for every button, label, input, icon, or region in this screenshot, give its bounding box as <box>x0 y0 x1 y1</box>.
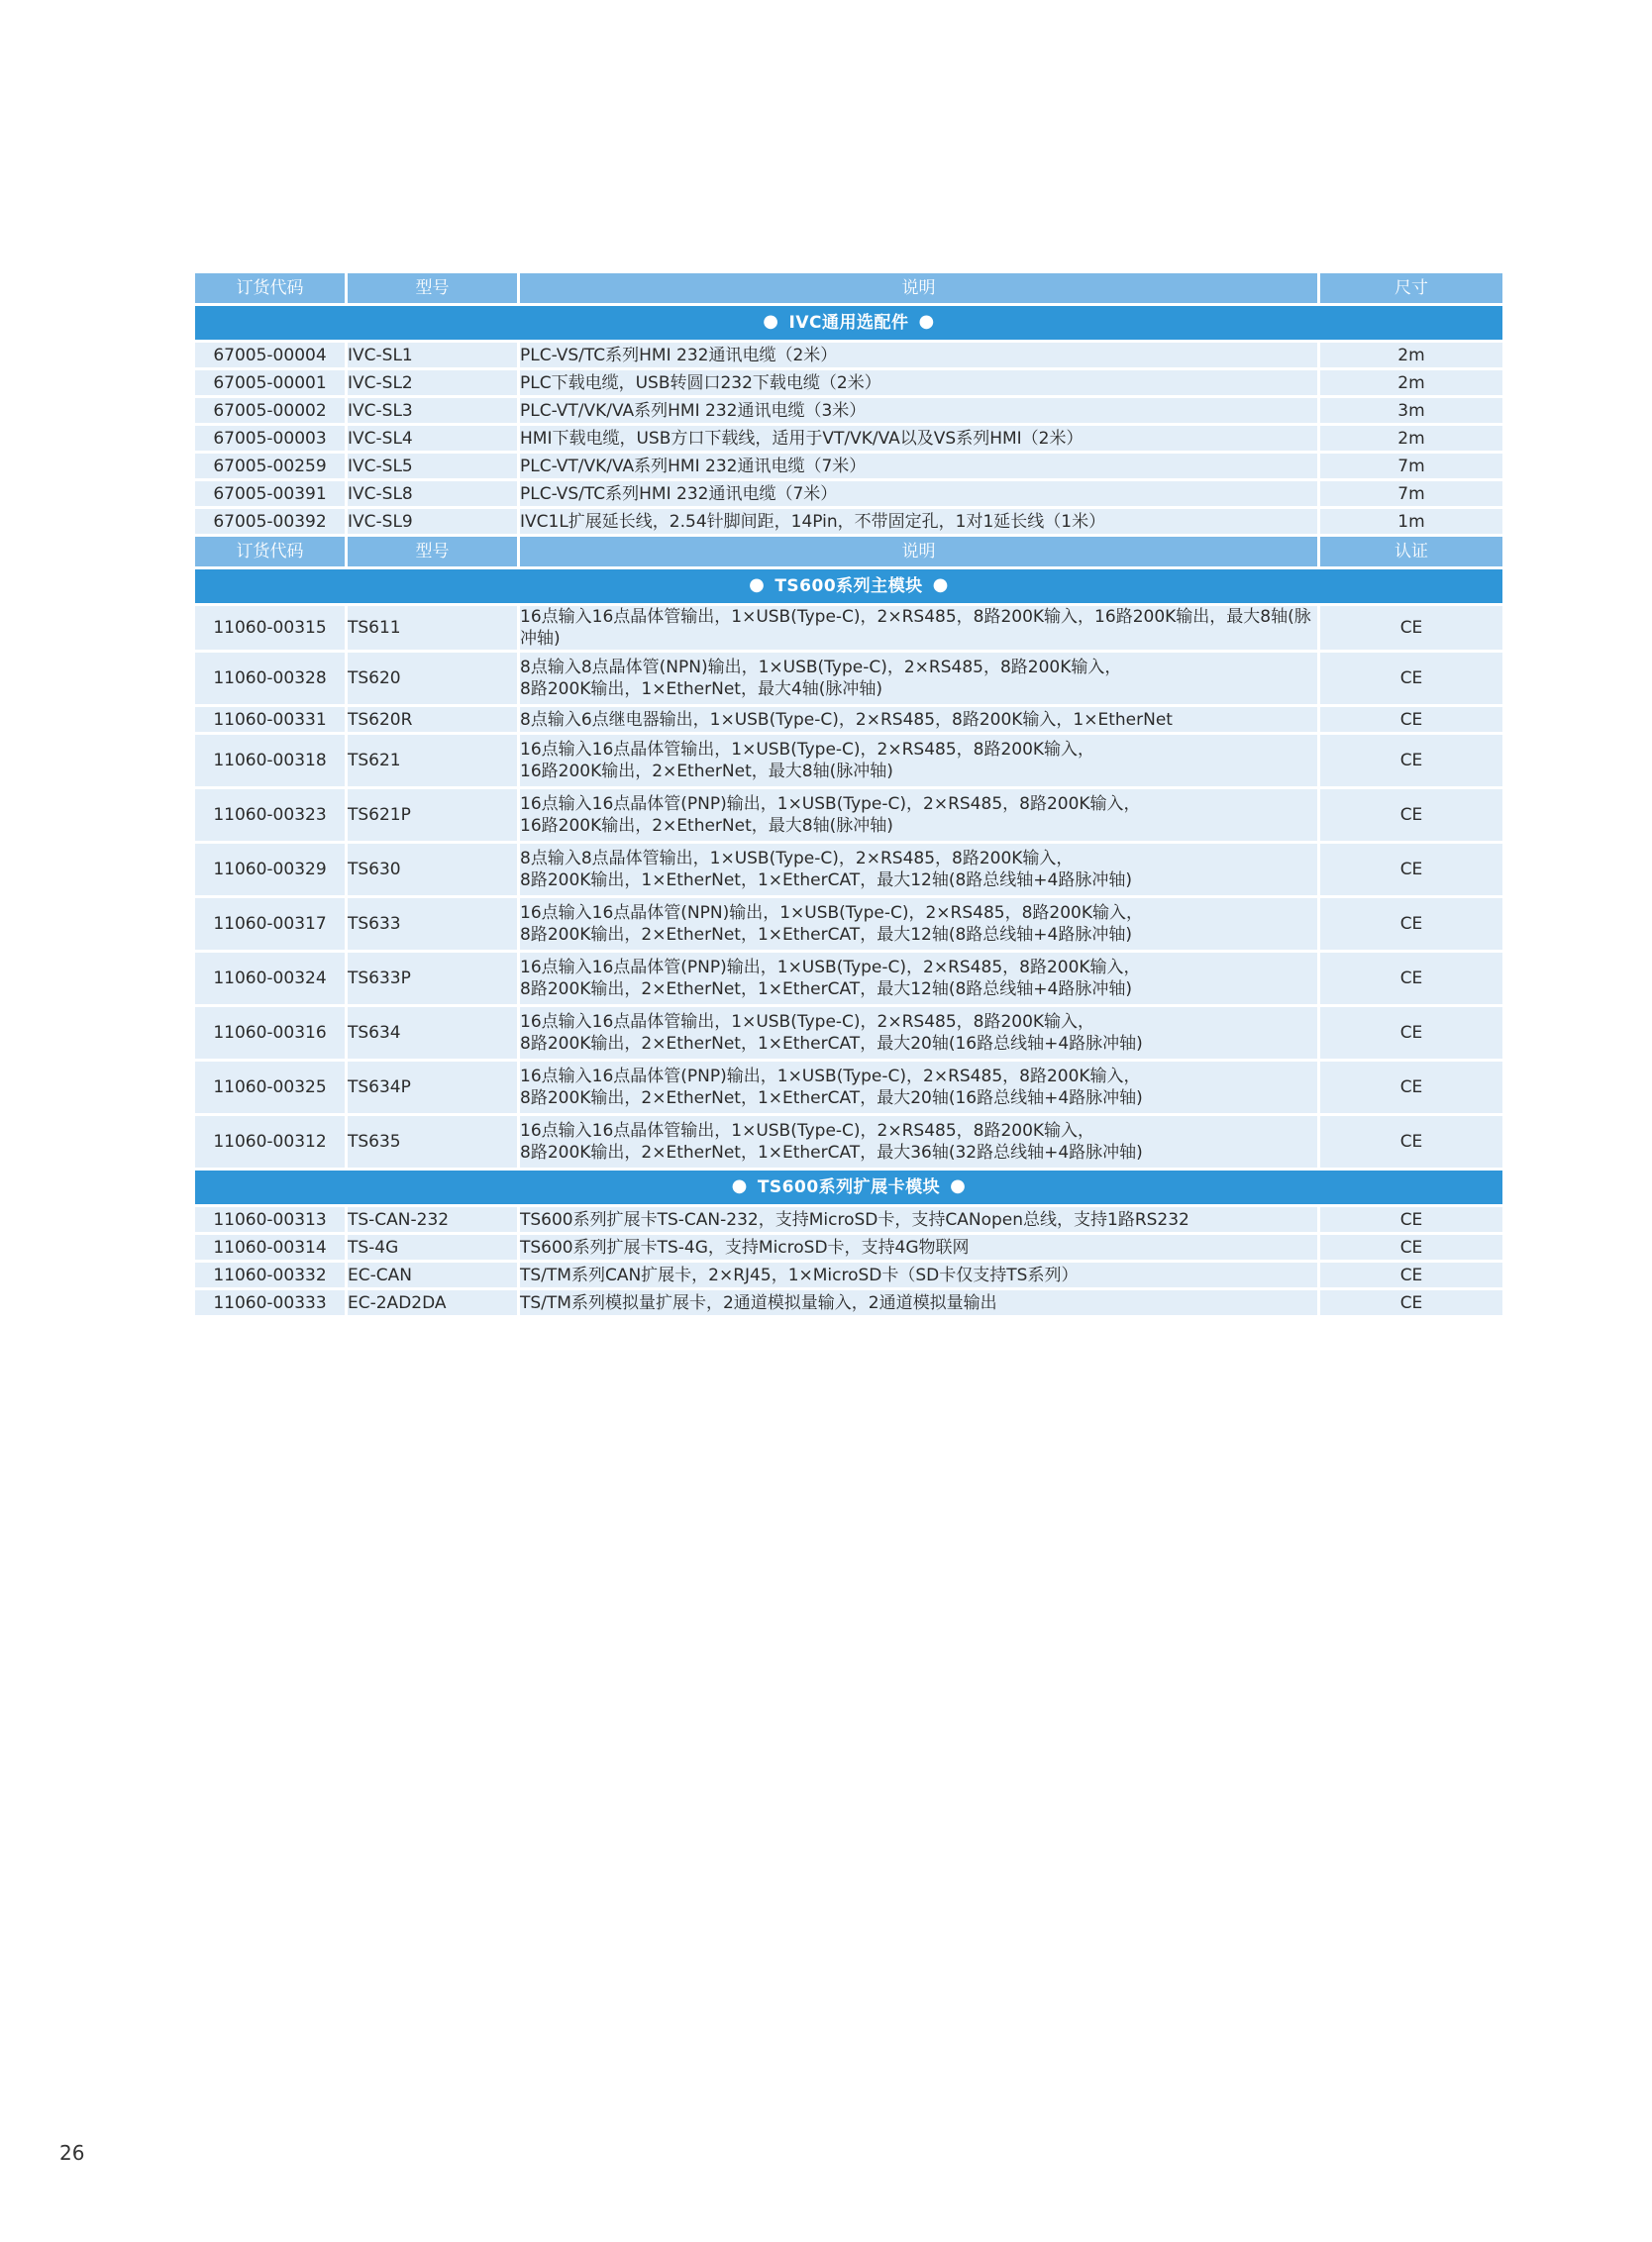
table-row <box>195 1116 1502 1168</box>
model: TS634P <box>348 1062 517 1113</box>
certification: CE <box>1320 653 1502 704</box>
section-title: TS600系列主模块 <box>774 576 923 596</box>
model: IVC-SL8 <box>348 481 517 506</box>
table-row <box>195 1235 1502 1260</box>
model: IVC-SL3 <box>348 398 517 423</box>
certification: CE <box>1320 1007 1502 1059</box>
model: IVC-SL4 <box>348 426 517 451</box>
column-header-row <box>195 537 1502 566</box>
certification: CE <box>1320 1116 1502 1168</box>
description: 8点输入8点晶体管(NPN)输出，1×USB(Type-C)，2×RS485，8路200K输入， 8路200K输出，1×EtherNet，最大4轴(脉冲轴) <box>520 653 1317 704</box>
description: 16点输入16点晶体管输出，1×USB(Type-C)，2×RS485，8路200K输入， 8路200K输出，2×EtherNet，1×EtherCAT，最大36轴(32路总线轴+4路脉冲轴) <box>520 1116 1317 1168</box>
model: TS620 <box>348 653 517 704</box>
order-code: 11060-00315 <box>195 606 345 650</box>
description: 16点输入16点晶体管输出，1×USB(Type-C)，2×RS485，8路200K输入， 16路200K输出，2×EtherNet，最大8轴(脉冲轴) <box>520 735 1317 786</box>
bullet-icon: ● <box>918 311 935 332</box>
model: TS633 <box>348 898 517 950</box>
model: EC-CAN <box>348 1263 517 1287</box>
description: PLC-VT/VK/VA系列HMI 232通讯电缆（3米） <box>520 398 1317 423</box>
size: 7m <box>1320 454 1502 478</box>
order-code: 11060-00318 <box>195 735 345 786</box>
certification: CE <box>1320 735 1502 786</box>
header-certification: 认证 <box>1320 537 1502 566</box>
table-row <box>195 1007 1502 1059</box>
order-code: 11060-00332 <box>195 1263 345 1287</box>
description: 8点输入6点继电器输出，1×USB(Type-C)，2×RS485，8路200K输入，1×EtherNet <box>520 707 1317 732</box>
header-size: 尺寸 <box>1320 273 1502 303</box>
table-row <box>195 1290 1502 1315</box>
description: 16点输入16点晶体管(PNP)输出，1×USB(Type-C)，2×RS485，8路200K输入， 16路200K输出，2×EtherNet，最大8轴(脉冲轴) <box>520 789 1317 841</box>
bullet-icon: ● <box>932 574 949 595</box>
order-code: 11060-00313 <box>195 1207 345 1232</box>
description: 16点输入16点晶体管输出，1×USB(Type-C)，2×RS485，8路200K输入， 8路200K输出，2×EtherNet，1×EtherCAT，最大20轴(16路总线轴+4路脉冲轴) <box>520 1007 1317 1059</box>
certification: CE <box>1320 1235 1502 1260</box>
section-header-ts600-main <box>195 569 1502 603</box>
order-code: 67005-00004 <box>195 343 345 367</box>
bullet-icon: ● <box>950 1175 967 1196</box>
certification: CE <box>1320 953 1502 1004</box>
model: TS621P <box>348 789 517 841</box>
header-model: 型号 <box>348 273 517 303</box>
bullet-icon: ● <box>749 574 766 595</box>
model: TS611 <box>348 606 517 650</box>
description: 8点输入8点晶体管输出，1×USB(Type-C)，2×RS485，8路200K输入， 8路200K输出，1×EtherNet，1×EtherCAT，最大12轴(8路总线轴+4路脉冲轴) <box>520 844 1317 895</box>
column-header-row <box>195 273 1502 303</box>
model: TS-CAN-232 <box>348 1207 517 1232</box>
header-description: 说明 <box>520 273 1317 303</box>
order-code: 67005-00002 <box>195 398 345 423</box>
description: 16点输入16点晶体管(PNP)输出，1×USB(Type-C)，2×RS485，8路200K输入， 8路200K输出，2×EtherNet，1×EtherCAT，最大12轴(8路总线轴+4路脉冲轴) <box>520 953 1317 1004</box>
order-code: 11060-00329 <box>195 844 345 895</box>
description: 16点输入16点晶体管(NPN)输出，1×USB(Type-C)，2×RS485，8路200K输入， 8路200K输出，2×EtherNet，1×EtherCAT，最大12轴(8路总线轴+4路脉冲轴) <box>520 898 1317 950</box>
certification: CE <box>1320 1062 1502 1113</box>
model: IVC-SL5 <box>348 454 517 478</box>
certification: CE <box>1320 1290 1502 1315</box>
order-code: 11060-00314 <box>195 1235 345 1260</box>
description: IVC1L扩展延长线，2.54针脚间距，14Pin，不带固定孔，1对1延长线（1米） <box>520 509 1317 534</box>
order-code: 11060-00333 <box>195 1290 345 1315</box>
model: TS634 <box>348 1007 517 1059</box>
description: TS/TM系列模拟量扩展卡，2通道模拟量输入，2通道模拟量输出 <box>520 1290 1317 1315</box>
table-row <box>195 653 1502 704</box>
section-title: TS600系列扩展卡模块 <box>757 1177 941 1197</box>
table-row <box>195 606 1502 650</box>
certification: CE <box>1320 1263 1502 1287</box>
section-header-ivc <box>195 306 1502 340</box>
model: IVC-SL2 <box>348 370 517 395</box>
order-code: 11060-00317 <box>195 898 345 950</box>
certification: CE <box>1320 707 1502 732</box>
size: 7m <box>1320 481 1502 506</box>
model: IVC-SL1 <box>348 343 517 367</box>
description: PLC-VS/TC系列HMI 232通讯电缆（2米） <box>520 343 1317 367</box>
certification: CE <box>1320 844 1502 895</box>
order-code: 67005-00003 <box>195 426 345 451</box>
bullet-icon: ● <box>763 311 779 332</box>
table-row <box>195 398 1502 423</box>
model: IVC-SL9 <box>348 509 517 534</box>
order-code: 67005-00001 <box>195 370 345 395</box>
table-row <box>195 426 1502 451</box>
header-model: 型号 <box>348 537 517 566</box>
model: TS620R <box>348 707 517 732</box>
model: TS635 <box>348 1116 517 1168</box>
table-row <box>195 1062 1502 1113</box>
size: 1m <box>1320 509 1502 534</box>
model: TS-4G <box>348 1235 517 1260</box>
table-row <box>195 509 1502 534</box>
order-code: 11060-00328 <box>195 653 345 704</box>
table-row <box>195 370 1502 395</box>
description: PLC-VT/VK/VA系列HMI 232通讯电缆（7米） <box>520 454 1317 478</box>
certification: CE <box>1320 606 1502 650</box>
description: 16点输入16点晶体管输出，1×USB(Type-C)，2×RS485，8路200K输入，16路200K输出，最大8轴(脉冲轴) <box>520 606 1317 650</box>
order-code: 11060-00316 <box>195 1007 345 1059</box>
table-row <box>195 1263 1502 1287</box>
bullet-icon: ● <box>731 1175 748 1196</box>
model: EC-2AD2DA <box>348 1290 517 1315</box>
description: HMI下载电缆，USB方口下载线，适用于VT/VK/VA以及VS系列HMI（2米） <box>520 426 1317 451</box>
table-row <box>195 844 1502 895</box>
order-code: 11060-00325 <box>195 1062 345 1113</box>
size: 2m <box>1320 426 1502 451</box>
header-order-code: 订货代码 <box>195 537 345 566</box>
model: TS630 <box>348 844 517 895</box>
certification: CE <box>1320 789 1502 841</box>
size: 2m <box>1320 343 1502 367</box>
description: 16点输入16点晶体管(PNP)输出，1×USB(Type-C)，2×RS485，8路200K输入， 8路200K输出，2×EtherNet，1×EtherCAT，最大20轴(16路总线轴+4路脉冲轴) <box>520 1062 1317 1113</box>
order-code: 67005-00259 <box>195 454 345 478</box>
description: PLC下载电缆，USB转圆口232下载电缆（2米） <box>520 370 1317 395</box>
order-code: 11060-00324 <box>195 953 345 1004</box>
table-row <box>195 1207 1502 1232</box>
table-row <box>195 343 1502 367</box>
order-code: 67005-00392 <box>195 509 345 534</box>
order-code: 67005-00391 <box>195 481 345 506</box>
size: 2m <box>1320 370 1502 395</box>
order-code: 11060-00331 <box>195 707 345 732</box>
description: TS/TM系列CAN扩展卡，2×RJ45，1×MicroSD卡（SD卡仅支持TS系列） <box>520 1263 1317 1287</box>
model: TS621 <box>348 735 517 786</box>
size: 3m <box>1320 398 1502 423</box>
product-table <box>192 270 1505 1318</box>
table-row <box>195 707 1502 732</box>
table-row <box>195 454 1502 478</box>
order-code: 11060-00323 <box>195 789 345 841</box>
table-row <box>195 789 1502 841</box>
description: TS600系列扩展卡TS-CAN-232，支持MicroSD卡，支持CANopen总线，支持1路RS232 <box>520 1207 1317 1232</box>
table-row <box>195 735 1502 786</box>
section-title: IVC通用选配件 <box>788 313 909 333</box>
certification: CE <box>1320 1207 1502 1232</box>
certification: CE <box>1320 898 1502 950</box>
table-row <box>195 481 1502 506</box>
table-row <box>195 953 1502 1004</box>
header-description: 说明 <box>520 537 1317 566</box>
page-number: 26 <box>59 2141 85 2165</box>
table-row <box>195 898 1502 950</box>
description: PLC-VS/TC系列HMI 232通讯电缆（7米） <box>520 481 1317 506</box>
model: TS633P <box>348 953 517 1004</box>
order-code: 11060-00312 <box>195 1116 345 1168</box>
header-order-code: 订货代码 <box>195 273 345 303</box>
description: TS600系列扩展卡TS-4G，支持MicroSD卡，支持4G物联网 <box>520 1235 1317 1260</box>
section-header-ts600-expansion <box>195 1171 1502 1204</box>
